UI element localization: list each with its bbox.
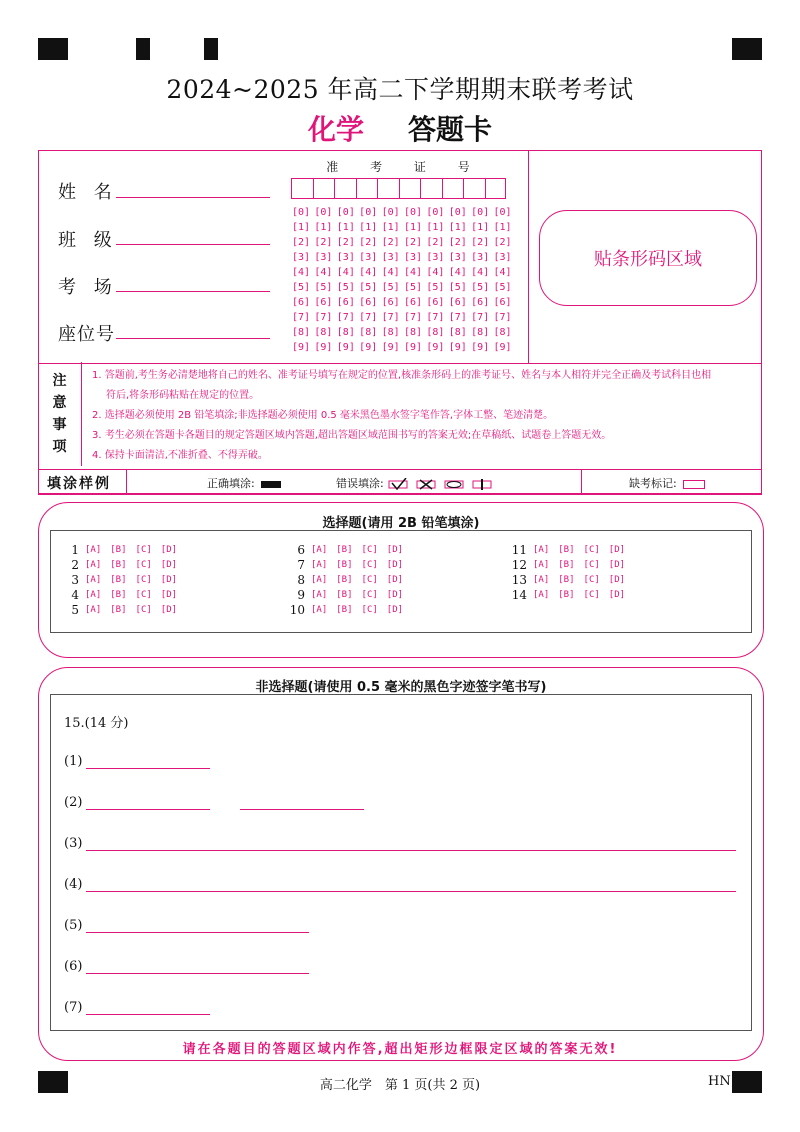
registration-mark: [204, 38, 218, 60]
choice-option-bubble[interactable]: [D]: [160, 545, 178, 555]
choice-option-bubble[interactable]: [A]: [533, 590, 550, 600]
notice-item: 1. 答题前,考生务必清楚地将自己的姓名、准考证号填写在规定的位置,核准条形码上的准考证号、姓名与本人相符并完全正确及考试科目也相: [92, 370, 712, 381]
exam-id-bubble[interactable]: [1]: [426, 222, 445, 233]
exam-id-bubble[interactable]: [0]: [403, 207, 423, 218]
room-field[interactable]: [116, 291, 270, 292]
choice-option-bubble[interactable]: [D]: [386, 545, 404, 555]
choice-question-number: 1: [71, 543, 79, 557]
exam-id-bubble[interactable]: [2]: [448, 237, 467, 248]
exam-id-bubble[interactable]: [1]: [359, 222, 378, 233]
exam-id-bubble[interactable]: [7]: [381, 312, 400, 323]
exam-id-bubble[interactable]: [1]: [448, 222, 467, 233]
choice-option-bubble[interactable]: [B]: [110, 590, 127, 600]
room-label: 考 场: [58, 277, 118, 298]
exam-id-bubble[interactable]: [5]: [471, 282, 490, 293]
class-label: 班 级: [58, 230, 118, 251]
choice-option-bubble[interactable]: [A]: [85, 575, 102, 585]
exam-id-bubble[interactable]: [5]: [381, 282, 400, 293]
choice-option-bubble[interactable]: [A]: [311, 590, 328, 600]
choice-option-bubble[interactable]: [C]: [135, 605, 152, 615]
choice-option-bubble[interactable]: [A]: [85, 605, 102, 615]
exam-id-bubble[interactable]: [3]: [493, 252, 512, 263]
exam-id-bubble[interactable]: [7]: [314, 312, 333, 323]
choice-option-bubble[interactable]: [D]: [608, 545, 626, 555]
exam-id-bubble[interactable]: [7]: [471, 312, 490, 323]
exam-id-bubble[interactable]: [2]: [471, 237, 490, 248]
part-7-line[interactable]: [86, 1014, 210, 1015]
part-3-label: (3): [64, 836, 83, 851]
exam-id-bubble[interactable]: [6]: [292, 297, 311, 308]
registration-mark: [732, 38, 762, 60]
choice-option-bubble[interactable]: [B]: [336, 590, 353, 600]
exam-id-bubble[interactable]: [9]: [292, 342, 311, 353]
choice-option-bubble[interactable]: [A]: [85, 560, 102, 570]
choice-question: [509, 573, 634, 587]
part-6-label: (6): [64, 959, 83, 974]
choice-option-bubble[interactable]: [D]: [386, 560, 404, 570]
exam-id-bubble[interactable]: [7]: [336, 312, 355, 323]
notice-heading-char: 事: [52, 417, 67, 433]
choice-option-bubble[interactable]: [A]: [311, 545, 328, 555]
notice-list: [92, 366, 760, 466]
choice-question: [287, 573, 412, 587]
choice-question: [509, 588, 634, 602]
notice-item: 2. 选择题必须使用 2B 铅笔填涂;非选择题必须使用 0.5 毫米黑色墨水签字笔作答,字体工整、笔迹清楚。: [92, 410, 554, 421]
choice-option-bubble[interactable]: [D]: [386, 605, 404, 615]
choice-question-number: 9: [297, 588, 305, 602]
choice-question-number: 12: [511, 558, 527, 572]
exam-id-bubble[interactable]: [6]: [426, 297, 445, 308]
choice-question-number: 3: [71, 573, 79, 587]
exam-id-bubble[interactable]: [8]: [426, 327, 445, 338]
part-5-label: (5): [64, 918, 83, 933]
exam-id-bubble[interactable]: [2]: [336, 237, 355, 248]
exam-id-bubble[interactable]: [6]: [493, 297, 512, 308]
exam-id-bubble[interactable]: [2]: [314, 237, 333, 248]
choice-question: [61, 573, 186, 587]
exam-id-bubble[interactable]: [9]: [471, 342, 490, 353]
exam-id-bubble[interactable]: [0]: [426, 207, 445, 218]
exam-id-bubble[interactable]: [2]: [292, 237, 311, 248]
part-4-line[interactable]: [86, 891, 736, 892]
exam-id-bubble[interactable]: [4]: [493, 267, 512, 278]
card-label: 答题卡: [408, 113, 493, 146]
choice-question: [61, 543, 186, 557]
exam-id-bubble[interactable]: [4]: [403, 267, 423, 278]
exam-id-bubble[interactable]: [3]: [403, 252, 423, 263]
exam-id-bubble[interactable]: [1]: [292, 222, 311, 233]
choice-option-bubble[interactable]: [B]: [558, 545, 575, 555]
part-2-label: (2): [64, 795, 83, 810]
exam-id-bubble[interactable]: [3]: [448, 252, 467, 263]
exam-id-bubble[interactable]: [8]: [292, 327, 311, 338]
exam-id-bubble[interactable]: [4]: [336, 267, 355, 278]
choice-option-bubble[interactable]: [C]: [361, 575, 378, 585]
choice-option-bubble[interactable]: [D]: [160, 575, 178, 585]
exam-id-digit-grid[interactable]: [292, 205, 522, 355]
choice-question: [509, 558, 634, 572]
exam-id-bubble[interactable]: [8]: [448, 327, 467, 338]
part-2-line-b[interactable]: [240, 809, 364, 810]
part-7-label: (7): [64, 1000, 83, 1015]
correct-fill-sample: [261, 481, 281, 488]
choice-option-bubble[interactable]: [D]: [160, 590, 178, 600]
exam-id-bubble[interactable]: [5]: [292, 282, 311, 293]
seat-field[interactable]: [116, 338, 270, 339]
choice-answer-area: [50, 530, 752, 633]
exam-id-bubble[interactable]: [7]: [359, 312, 378, 323]
exam-id-bubble[interactable]: [8]: [471, 327, 490, 338]
exam-id-bubble[interactable]: [3]: [336, 252, 355, 263]
choice-question-number: 11: [511, 543, 527, 557]
exam-id-bubble[interactable]: [9]: [426, 342, 445, 353]
exam-id-bubble[interactable]: [8]: [403, 327, 423, 338]
choice-option-bubble[interactable]: [C]: [583, 560, 600, 570]
exam-id-bubble[interactable]: [9]: [403, 342, 423, 353]
choice-option-bubble[interactable]: [B]: [110, 545, 127, 555]
choice-option-bubble[interactable]: [C]: [583, 575, 600, 585]
notice-item: 3. 考生必须在答题卡各题目的规定答题区域内答题,超出答题区域范围书写的答案无效;在草稿纸、试题卷上答题无效。: [92, 430, 612, 441]
choice-option-bubble[interactable]: [C]: [583, 545, 600, 555]
registration-mark: [38, 38, 68, 60]
choice-question: [61, 603, 186, 617]
part-6-line[interactable]: [86, 973, 309, 974]
exam-id-bubble[interactable]: [9]: [359, 342, 378, 353]
exam-id-bubble[interactable]: [4]: [426, 267, 445, 278]
exam-id-title: 准 考 证 号: [326, 160, 484, 174]
choice-question-number: 8: [297, 573, 305, 587]
choice-question-number: 10: [289, 603, 305, 617]
choice-option-bubble[interactable]: [D]: [386, 575, 404, 585]
choice-question: [509, 543, 634, 557]
exam-id-bubble[interactable]: [2]: [493, 237, 512, 248]
choice-option-bubble[interactable]: [C]: [361, 605, 378, 615]
exam-id-bubble[interactable]: [2]: [381, 237, 400, 248]
choice-option-bubble[interactable]: [D]: [608, 560, 626, 570]
exam-id-bubble[interactable]: [0]: [359, 207, 378, 218]
exam-id-bubble[interactable]: [4]: [381, 267, 400, 278]
part-1-line[interactable]: [86, 768, 210, 769]
boundary-warning: 请在各题目的答题区域内作答,超出矩形边框限定区域的答案无效!: [182, 1042, 618, 1057]
choice-question-number: 5: [71, 603, 79, 617]
choice-option-bubble[interactable]: [C]: [361, 560, 378, 570]
choice-question-number: 13: [511, 573, 527, 587]
choice-option-bubble[interactable]: [B]: [110, 575, 127, 585]
choice-option-bubble[interactable]: [B]: [336, 575, 353, 585]
exam-id-bubble[interactable]: [4]: [471, 267, 490, 278]
exam-id-bubble[interactable]: [0]: [314, 207, 333, 218]
notice-heading: [38, 362, 82, 466]
exam-id-bubble[interactable]: [2]: [359, 237, 378, 248]
exam-id-bubble[interactable]: [7]: [493, 312, 512, 323]
exam-id-bubble[interactable]: [8]: [359, 327, 378, 338]
absent-mark-box[interactable]: [683, 480, 705, 489]
exam-id-bubble[interactable]: [5]: [493, 282, 512, 293]
choice-option-bubble[interactable]: [B]: [558, 590, 575, 600]
exam-id-bubble[interactable]: [8]: [381, 327, 400, 338]
exam-id-bubble[interactable]: [6]: [359, 297, 378, 308]
barcode-area: [539, 210, 757, 306]
choice-option-bubble[interactable]: [B]: [336, 605, 353, 615]
exam-id-bubble[interactable]: [7]: [292, 312, 311, 323]
exam-id-bubble[interactable]: [1]: [493, 222, 512, 233]
absent-mark-label: 缺考标记:: [629, 477, 677, 490]
registration-mark: [136, 38, 150, 60]
choice-option-bubble[interactable]: [D]: [386, 590, 404, 600]
exam-id-bubble[interactable]: [8]: [336, 327, 355, 338]
nonchoice-answer-area: [50, 694, 752, 1031]
name-field[interactable]: [116, 197, 270, 198]
exam-id-bubble[interactable]: [3]: [292, 252, 311, 263]
choice-question-number: 7: [297, 558, 305, 572]
choice-option-bubble[interactable]: [B]: [110, 605, 127, 615]
choice-option-bubble[interactable]: [A]: [311, 560, 328, 570]
fill-sample-heading: 填涂样例: [47, 476, 111, 492]
choice-option-bubble[interactable]: [C]: [361, 590, 378, 600]
seat-label: 座位号: [58, 324, 115, 345]
choice-question: [287, 588, 412, 602]
exam-id-bubble[interactable]: [5]: [314, 282, 333, 293]
exam-id-bubble[interactable]: [0]: [381, 207, 400, 218]
exam-id-bubble[interactable]: [7]: [448, 312, 467, 323]
exam-id-bubble[interactable]: [1]: [314, 222, 333, 233]
choice-option-bubble[interactable]: [A]: [533, 560, 550, 570]
exam-id-bubble[interactable]: [3]: [471, 252, 490, 263]
exam-id-bubble[interactable]: [1]: [381, 222, 400, 233]
nonchoice-title: 非选择题(请使用 0.5 毫米的黑色字迹签字笔书写): [255, 680, 547, 695]
exam-id-bubble[interactable]: [4]: [314, 267, 333, 278]
exam-id-bubble[interactable]: [3]: [381, 252, 400, 263]
subject-label: 化学: [307, 113, 364, 146]
exam-id-bubble[interactable]: [2]: [403, 237, 423, 248]
choice-question: [61, 588, 186, 602]
exam-id-bubble[interactable]: [3]: [314, 252, 333, 263]
exam-id-bubble[interactable]: [7]: [426, 312, 445, 323]
notice-heading-char: 注: [52, 373, 67, 389]
exam-id-bubble[interactable]: [1]: [471, 222, 490, 233]
exam-id-bubble[interactable]: [0]: [292, 207, 311, 218]
exam-id-bubble[interactable]: [5]: [426, 282, 445, 293]
exam-id-bubble[interactable]: [7]: [403, 312, 423, 323]
exam-id-bubble[interactable]: [0]: [493, 207, 512, 218]
exam-id-bubble[interactable]: [0]: [471, 207, 490, 218]
choice-option-bubble[interactable]: [C]: [135, 575, 152, 585]
choice-option-bubble[interactable]: [D]: [608, 575, 626, 585]
part-3-line[interactable]: [86, 850, 736, 851]
choice-question-number: 14: [511, 588, 527, 602]
choice-option-bubble[interactable]: [A]: [533, 545, 550, 555]
class-field[interactable]: [116, 244, 270, 245]
choice-option-bubble[interactable]: [C]: [361, 545, 378, 555]
choice-option-bubble[interactable]: [D]: [608, 590, 626, 600]
choice-option-bubble[interactable]: [D]: [160, 605, 178, 615]
exam-id-bubble[interactable]: [2]: [426, 237, 445, 248]
choice-question-number: 6: [297, 543, 305, 557]
exam-id-bubble[interactable]: [4]: [448, 267, 467, 278]
card-title: [0, 108, 800, 148]
part-1-label: (1): [64, 754, 83, 769]
fill-sample-row: [38, 469, 762, 495]
choice-option-bubble[interactable]: [A]: [533, 575, 550, 585]
choice-question: [287, 543, 412, 557]
question-15-label: 15.(14 分): [64, 716, 129, 731]
choice-option-bubble[interactable]: [B]: [110, 560, 127, 570]
exam-id-bubble[interactable]: [6]: [381, 297, 400, 308]
choice-option-bubble[interactable]: [A]: [85, 590, 102, 600]
choice-option-bubble[interactable]: [C]: [135, 545, 152, 555]
exam-id-bubble[interactable]: [3]: [426, 252, 445, 263]
choice-option-bubble[interactable]: [C]: [135, 590, 152, 600]
exam-id-bubble[interactable]: [3]: [359, 252, 378, 263]
exam-title: 2024~2025 年高二下学期期末联考考试: [166, 75, 634, 104]
part-4-label: (4): [64, 877, 83, 892]
choice-question: [61, 558, 186, 572]
exam-id-bubble[interactable]: [6]: [403, 297, 423, 308]
exam-id-bubble[interactable]: [6]: [336, 297, 355, 308]
exam-id-bubble[interactable]: [9]: [314, 342, 333, 353]
notice-item: 4. 保持卡面清洁,不准折叠、不得弄破。: [92, 450, 268, 461]
choice-title: 选择题(请用 2B 铅笔填涂): [322, 516, 480, 531]
exam-id-bubble[interactable]: [9]: [381, 342, 400, 353]
choice-option-bubble[interactable]: [C]: [135, 560, 152, 570]
choice-option-bubble[interactable]: [A]: [311, 605, 328, 615]
choice-option-bubble[interactable]: [A]: [311, 575, 328, 585]
part-2-line-a[interactable]: [86, 809, 210, 810]
exam-id-bubble[interactable]: [9]: [493, 342, 512, 353]
choice-question-number: 2: [71, 558, 79, 572]
exam-id-bubble[interactable]: [8]: [493, 327, 512, 338]
choice-option-bubble[interactable]: [D]: [160, 560, 178, 570]
notice-heading-char: 项: [52, 439, 67, 455]
choice-option-bubble[interactable]: [B]: [336, 560, 353, 570]
part-5-line[interactable]: [86, 932, 309, 933]
choice-option-bubble[interactable]: [A]: [85, 545, 102, 555]
choice-question: [287, 603, 412, 617]
choice-question-number: 4: [71, 588, 79, 602]
exam-id-bubble[interactable]: [4]: [292, 267, 311, 278]
exam-id-bubble[interactable]: [1]: [336, 222, 355, 233]
page-footer: 高二化学 第 1 页(共 2 页): [319, 1078, 481, 1093]
exam-id-bubble[interactable]: [9]: [336, 342, 355, 353]
region-code: HN: [708, 1074, 731, 1089]
exam-id-bubble[interactable]: [5]: [403, 282, 423, 293]
exam-id-bubble[interactable]: [6]: [448, 297, 467, 308]
choice-option-bubble[interactable]: [B]: [558, 560, 575, 570]
notice-item: 符后,将条形码粘贴在规定的位置。: [106, 390, 260, 401]
exam-id-bubble[interactable]: [5]: [359, 282, 378, 293]
choice-question: [287, 558, 412, 572]
exam-id-bubble[interactable]: [0]: [336, 207, 355, 218]
exam-id-bubble[interactable]: [4]: [359, 267, 378, 278]
exam-id-bubble[interactable]: [9]: [448, 342, 467, 353]
correct-fill-label: 正确填涂:: [207, 477, 255, 490]
choice-option-bubble[interactable]: [B]: [558, 575, 575, 585]
exam-id-bubble[interactable]: [6]: [314, 297, 333, 308]
wrong-fill-label: 错误填涂:: [336, 477, 384, 490]
barcode-label: 贴条形码区域: [594, 249, 702, 270]
exam-id-bubble[interactable]: [8]: [314, 327, 333, 338]
notice-heading-char: 意: [52, 395, 67, 411]
wrong-fill-samples: [387, 478, 497, 490]
exam-id-bubble[interactable]: [1]: [403, 222, 423, 233]
choice-option-bubble[interactable]: [B]: [336, 545, 353, 555]
exam-id-bubble[interactable]: [5]: [336, 282, 355, 293]
exam-id-bubble[interactable]: [5]: [448, 282, 467, 293]
exam-id-cells[interactable]: [291, 178, 506, 199]
choice-option-bubble[interactable]: [C]: [583, 590, 600, 600]
exam-id-bubble[interactable]: [0]: [448, 207, 467, 218]
name-label: 姓 名: [58, 182, 118, 203]
exam-id-bubble[interactable]: [6]: [471, 297, 490, 308]
